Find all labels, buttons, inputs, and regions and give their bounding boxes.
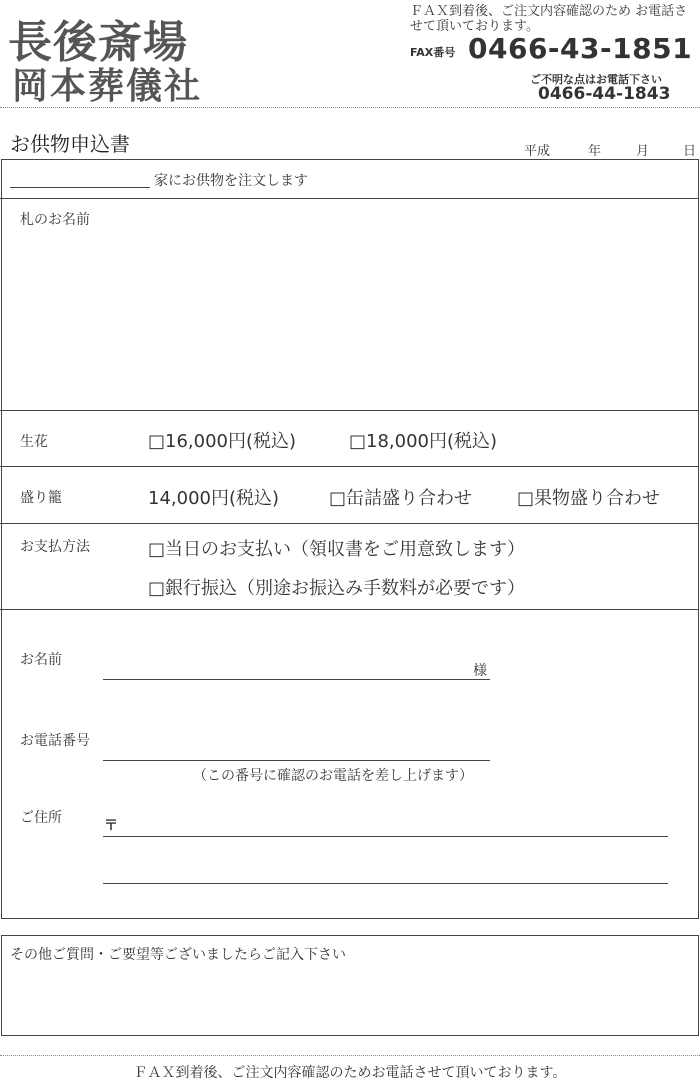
payment-bank-transfer-checkbox[interactable]: □銀行振込（別途お振込み手数料が必要です） — [148, 578, 526, 599]
date-era: 平成 — [524, 144, 551, 159]
address-field-line2[interactable] — [103, 883, 668, 884]
customer-name-field[interactable] — [103, 679, 490, 680]
payment-on-day-checkbox[interactable]: □当日のお支払い（領収書をご用意致します） — [148, 539, 526, 560]
basket-fruit-checkbox[interactable]: □果物盛り合わせ — [517, 488, 661, 509]
logo-subtitle: 岡本葬儀社 — [12, 65, 203, 107]
basket-label: 盛り籠 — [20, 490, 62, 506]
name-tag-label: 札のお名前 — [20, 212, 90, 228]
date-month: 月 — [636, 144, 650, 159]
footer-note: ＦＡＸ到着後、ご注文内容確認のためお電話させて頂いております。 — [133, 1065, 567, 1081]
postal-mark: 〒 — [104, 818, 118, 834]
footer-divider — [0, 1055, 700, 1056]
inquiry-phone-number: 0466-44-1843 — [538, 84, 671, 104]
flowers-option-16000-checkbox[interactable]: □16,000円(税込) — [148, 431, 297, 452]
row-divider — [0, 198, 698, 199]
phone-note: （この番号に確認のお電話を差し上げます） — [193, 768, 473, 784]
basket-price: 14,000円(税込) — [148, 488, 280, 509]
row-divider — [0, 609, 698, 610]
date-day: 日 — [683, 144, 697, 159]
phone-label: お電話番号 — [20, 733, 90, 749]
address-label: ご住所 — [20, 810, 62, 826]
date-year: 年 — [588, 144, 602, 159]
logo-title: 長後斎場 — [8, 17, 188, 68]
basket-canned-checkbox[interactable]: □缶詰盛り合わせ — [329, 488, 473, 509]
address-field-line1[interactable] — [103, 836, 668, 837]
fax-instruction: ＦＡＸ到着後、ご注文内容確認のため お電話させて頂いております。 — [410, 4, 688, 34]
customer-name-label: お名前 — [20, 652, 62, 668]
fax-label: FAX番号 — [410, 46, 456, 59]
family-name-field[interactable] — [10, 187, 150, 188]
fax-number: 0466-43-1851 — [468, 32, 693, 65]
row-divider — [0, 523, 698, 524]
form-title: お供物申込書 — [10, 132, 130, 156]
name-tag-field[interactable] — [10, 232, 690, 402]
row-divider — [0, 466, 698, 467]
row-divider — [0, 410, 698, 411]
header-divider — [0, 107, 700, 108]
remarks-label: その他ご質問・ご要望等ございましたらご記入下さい — [10, 947, 346, 963]
flowers-label: 生花 — [20, 434, 48, 450]
payment-label: お支払方法 — [20, 539, 90, 555]
honorific-sama: 様 — [473, 663, 487, 679]
phone-field[interactable] — [103, 760, 490, 761]
family-order-text: 家にお供物を注文します — [154, 173, 308, 189]
flowers-option-18000-checkbox[interactable]: □18,000円(税込) — [349, 431, 498, 452]
inquiry-label: ご不明な点はお電話下さい — [530, 73, 662, 86]
